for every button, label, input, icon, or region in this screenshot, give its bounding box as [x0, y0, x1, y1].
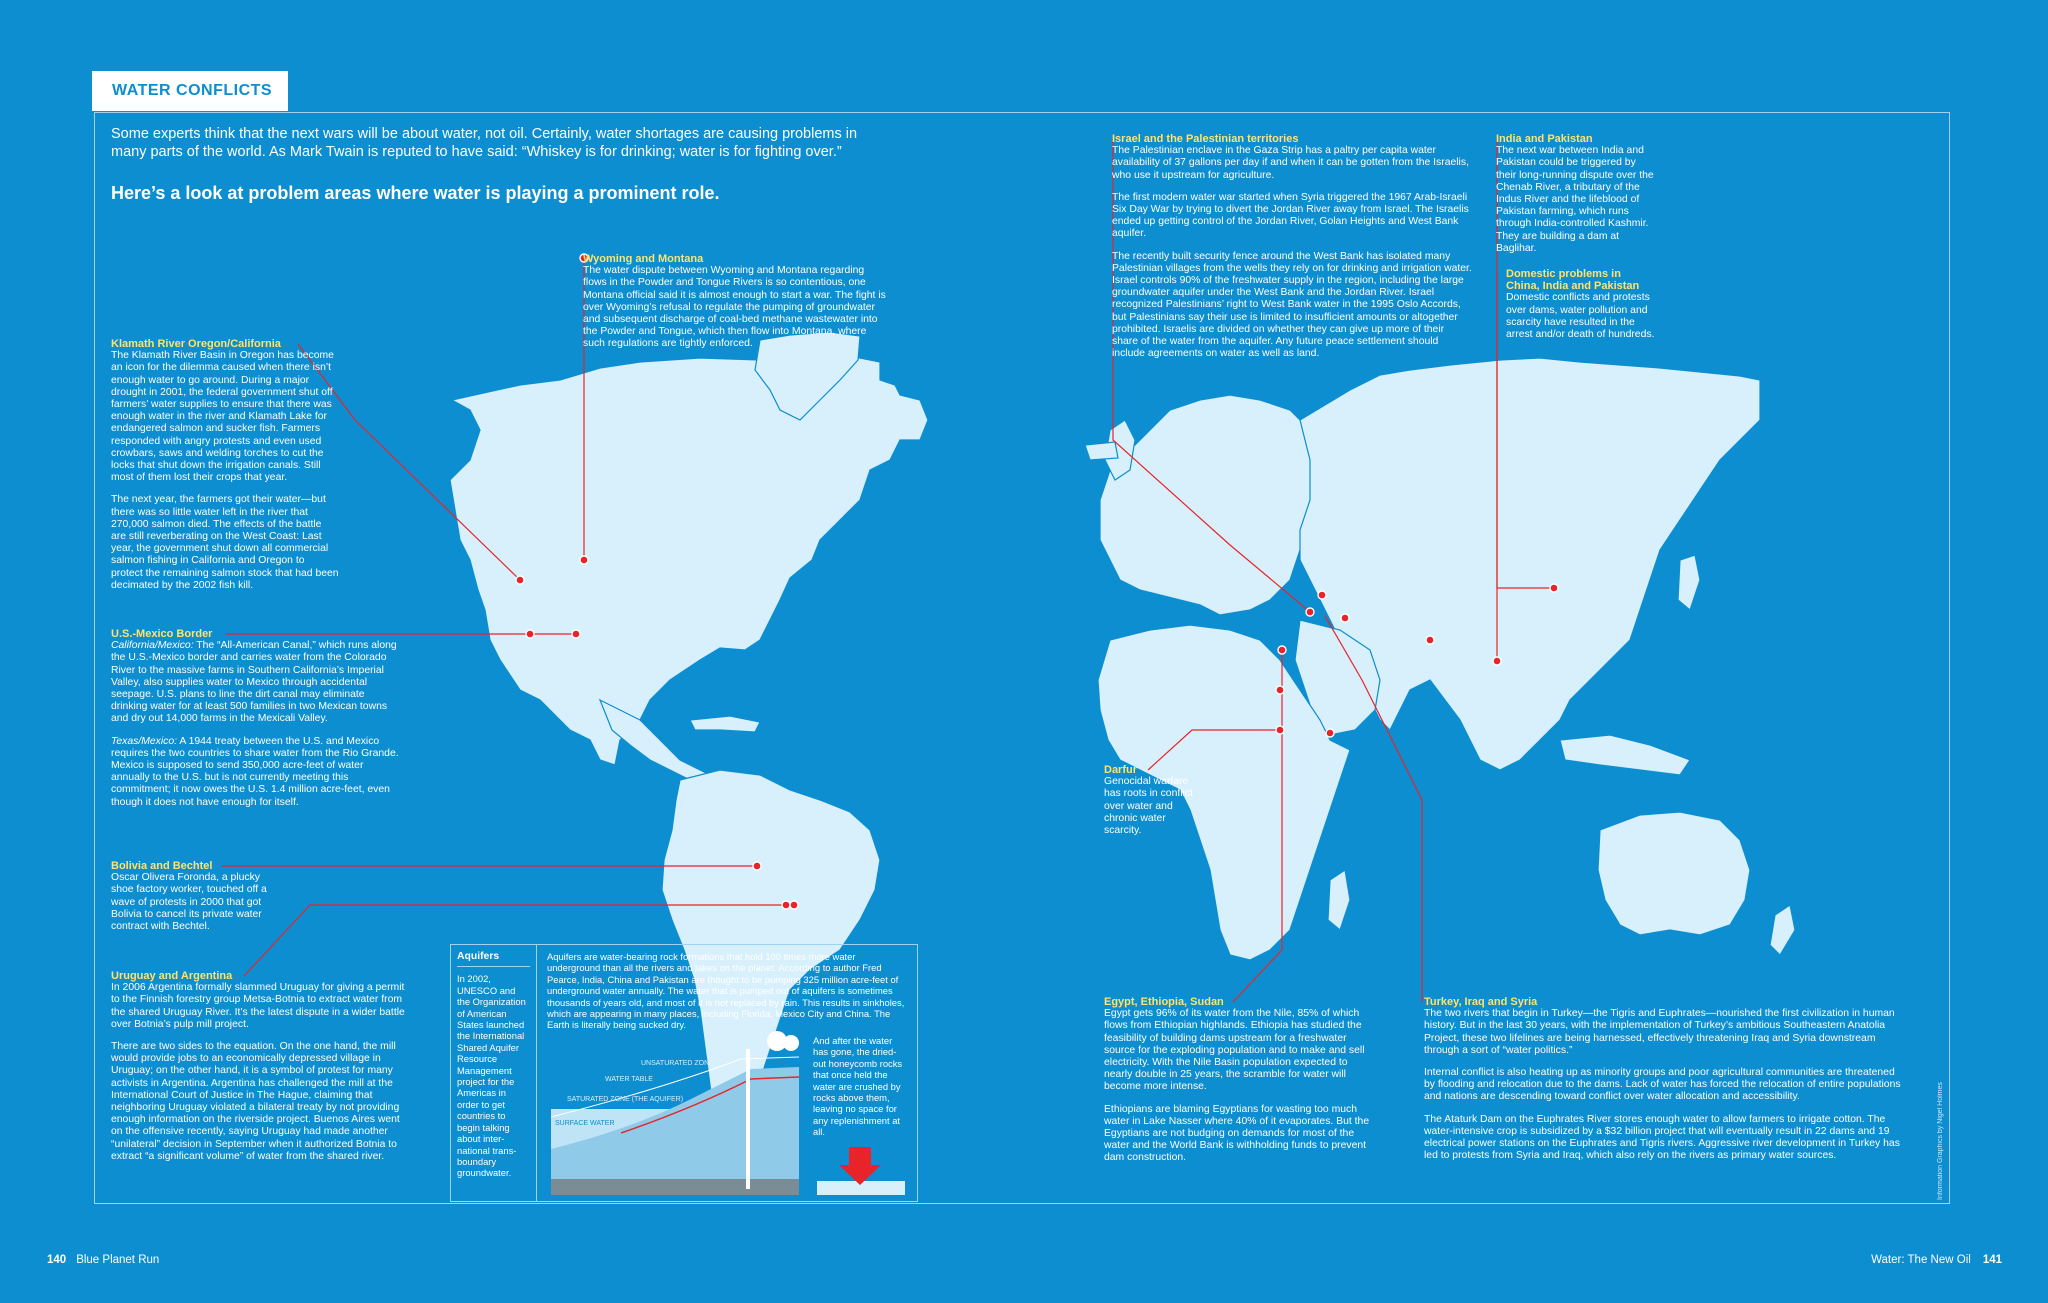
aquifers-main-text: Aquifers are water-bearing rock formations that hold 100 times more water underground than all the rivers and lakes on the planet. According to author Fred Pearce, India, China and Pakistan are thought to be pumping 325 million acre-feet of underground water annually. The water that is pumped out of aquifers is sometimes thousands of years old, and most of it is not replaced by rain. This results in sinkholes, which are appearing in many places, including Florida, Mexico City and China. The Earth is literally being sucked dry.	[547, 951, 905, 1031]
title-turkey: Turkey, Iraq and Syria	[1424, 996, 1538, 1008]
pin-usmexico-a	[526, 630, 534, 638]
pin-egypt	[1278, 646, 1286, 654]
title-klamath: Klamath River Oregon/California	[111, 338, 281, 350]
text-usmexico-2: A 1944 treaty between the U.S. and Mexico requires the two countries to share water from the Rio Grande. Mexico is supposed to send 350,000 acre-feet of water annually to the U.S. but is not currently meeting this commitment; it now owes the U.S. 1.4 million acre-feet, even though it does not have enough for itself.	[111, 735, 399, 808]
label-surface: SURFACE WATER	[555, 1120, 615, 1127]
graphics-credit: Information Graphics by Nigel Holmes	[1937, 1082, 1944, 1200]
text-uruguay-1: In 2006 Argentina formally slammed Uruguay for giving a permit to the Finnish forestry group Metsa-Botnia to extract water from the shared Uruguay River. It’s the latest dispute in a wider battle over Botnia’s pulp mill project.	[111, 982, 405, 1030]
text-india: The next war between India and Pakistan could be triggered by their long-running dispute over the Chenab River, a tributary of the Indus River and the lifeblood of Pakistan farming, which runs through India-controlled Kashmir. They are building a dam at Baglihar.	[1496, 145, 1654, 254]
pin-usmexico-b	[572, 630, 580, 638]
text-israel-2: The first modern water war started when Syria triggered the 1967 Arab-Israeli Six Day War by trying to divert the Jordan River away from Israel. The Israelis ended up getting control of the Jordan River, Golan Heights and West Bank aquifer.	[1112, 191, 1469, 240]
madagascar-shape	[1328, 870, 1350, 930]
aquifers-inset	[450, 944, 918, 1202]
text-wyoming: The water dispute between Wyoming and Montana regarding flows in the Powder and Tongue Rivers is so contentious, one Montana official said it is almost enough to start a war. The fight is over Wyoming’s refusal to regulate the pumping of groundwater and subsequent discharge of coal-bed methane wastewater into the Powder and Tongue, which then flow into Montana, where such regulations are tightly enforced.	[583, 265, 886, 350]
pin-east-africa	[1326, 729, 1334, 737]
label-unsaturated: UNSATURATED ZONE	[641, 1060, 714, 1067]
label-cal-mexico: California/Mexico:	[111, 640, 194, 652]
block-uruguay	[111, 970, 407, 1173]
block-egypt	[1104, 996, 1374, 1175]
text-uruguay-2: There are two sides to the equation. On the one hand, the mill would provide jobs to an economically depressed village in Uruguay; on the other hand, it is a symbol of protest for many activists in Argentina. Argentina has challenged the mill at the International Court of Justice in The Hague, claiming that neighboring Uruguay violated a bilateral treaty by not providing enough information on the riverside project. Buenos Aires went on the offensive recently, saying Uruguay had made another “unilateral” decision in September when it authorized Botnia to extract “a significant volume” of water from the shared river.	[111, 1041, 400, 1162]
australia-shape	[1598, 812, 1750, 935]
pin-darfur	[1276, 726, 1284, 734]
new-zealand-shape	[1770, 905, 1795, 955]
title-usmexico: U.S.-Mexico Border	[111, 628, 213, 640]
title-bolivia: Bolivia and Bechtel	[111, 860, 213, 872]
lead-heading: Here’s a look at problem areas where water is playing a prominent role.	[111, 183, 720, 203]
title-darfur: Darfur	[1104, 764, 1138, 776]
block-usmexico	[111, 628, 399, 819]
north-america-shape	[450, 356, 928, 765]
block-wyoming	[583, 253, 888, 351]
title-wyoming: Wyoming and Montana	[583, 253, 704, 265]
text-israel-3: The recently built security fence around the West Bank has isolated many Palestinian villages from the wells they rely on for drinking and irrigation water. Israel controls 90% of the freshwater supply in the region, including the large groundwater aquifer under the West Bank and the Jordan River. Israel recognized Palestinians’ right to West Bank water in the 1995 Oslo Accords, but Palestinians say their use is limited to insufficient amounts or altogether prohibited. Israelis are divided on whether they can give up more of their share of the water from the aquifer. Any future peace settlement should include agreements on water as well as land.	[1112, 250, 1472, 360]
text-israel-1: The Palestinian enclave in the Gaza Strip has a paltry per capita water availability of 37 gallons per day if and when it can be gotten from the Israelis, who use it upstream for agriculture.	[1112, 145, 1469, 181]
aquifer-diagram	[551, 1029, 799, 1195]
title-uruguay: Uruguay and Argentina	[111, 970, 233, 982]
intro-text: Some experts think that the next wars will be about water, not oil. Certainly, water shortages are causing problems in many parts of the world. As Mark Twain is reputed to have said: “Whiskey is for drinking; water is for fighting over.”	[111, 126, 858, 160]
aquifers-title: Aquifers	[457, 951, 530, 967]
block-domestic	[1506, 268, 1656, 341]
title-india: India and Pakistan	[1496, 133, 1593, 145]
pin-domestic-a	[1493, 657, 1501, 665]
footer-right-title: Water: The New Oil	[1871, 1254, 1971, 1266]
text-klamath-1: The Klamath River Basin in Oregon has become an icon for the dilemma caused when there isn’t enough water to go around. During a major drought in 2001, the federal government shut off farmers’ water supplies to ensure that there was enough water in the river and Klamath Lake for endangered salmon and sucker fish. Farmers responded with angry protests and even used crowbars, saws and welding torches to cut the locks that shut down the irrigation canals. Still most of them lost their crops that year.	[111, 350, 334, 484]
label-saturated: SATURATED ZONE (THE AQUIFER)	[567, 1096, 684, 1103]
pin-bolivia	[753, 862, 761, 870]
title-domestic: Domestic problems in China, India and Pakistan	[1506, 268, 1640, 293]
label-water-table: WATER TABLE	[605, 1076, 653, 1083]
pin-uruguay-a	[782, 901, 790, 909]
footer-left-title: Blue Planet Run	[76, 1254, 160, 1266]
se-asia-islands-shape	[1560, 735, 1690, 775]
block-klamath	[111, 338, 339, 602]
pin-klamath	[516, 576, 524, 584]
label-pump: PUMP	[727, 1064, 748, 1071]
text-turkey-2: Internal conflict is also heating up as minority groups and poor agricultural communities are threatened by flooding and relocation due to the dams. Lack of water has forced the relocation of entire populations and nations are descending toward conflict over water allocation and accessibility.	[1424, 1067, 1901, 1103]
aquifers-sidebar	[451, 945, 537, 1201]
text-darfur: Genocidal warfare has roots in conflict over water and chronic water scarcity.	[1104, 776, 1193, 837]
block-darfur	[1104, 764, 1194, 837]
text-usmexico-1: The “All-American Canal,” which runs along the U.S.-Mexico border and carries water from the Colorado River to the massive farms in Southern California’s Imperial Valley, also supplies water to Mexico through accidental seepage. U.S. plans to line the dirt canal may eliminate drinking water for at least 500 families in two Mexican towns and dry out 14,000 farms in the Mexicali Valley.	[111, 640, 397, 725]
block-india	[1496, 133, 1656, 255]
pin-middle-east-a	[1318, 591, 1326, 599]
japan-shape	[1678, 555, 1700, 610]
block-bolivia	[111, 860, 271, 933]
pin-india	[1550, 584, 1558, 592]
title-egypt: Egypt, Ethiopia, Sudan	[1104, 996, 1224, 1008]
page-number-left: 140	[47, 1254, 67, 1266]
text-turkey-3: The Ataturk Dam on the Euphrates River stores enough water to allow farmers to irrigate cotton. The water-intensive crop is subsidized by a $32 billion project that will eventually result in 22 dams and 19 electrical power stations on the Euphrates and Tigris rivers. Aggressive river development in Turkey has led to protests from Syria and Iraq, which also rely on the rivers as primary water sources.	[1424, 1113, 1900, 1162]
aquifers-side-text: In 2002, UNESCO and the Organization of American States launched the International Shared Aquifer Resource Management project for the Americas in order to get countries to begin talking about inter-national trans-boundary groundwater.	[457, 973, 526, 1179]
block-israel	[1112, 133, 1472, 370]
pin-israel	[1306, 608, 1314, 616]
label-tex-mexico: Texas/Mexico:	[111, 735, 178, 747]
page-number-right: 141	[1982, 1254, 2002, 1266]
iceland-shape	[1085, 442, 1118, 460]
footer-right	[1871, 1254, 2002, 1266]
sinking-arrow-icon	[813, 1145, 909, 1199]
pin-wyoming	[580, 556, 588, 564]
footer-left	[47, 1254, 159, 1266]
block-turkey	[1424, 996, 1902, 1172]
section-tag: WATER CONFLICTS	[92, 71, 288, 111]
pin-uruguay-b	[790, 901, 798, 909]
pin-sudan	[1276, 686, 1284, 694]
text-turkey-1: The two rivers that begin in Turkey—the Tigris and Euphrates—nourished the first civilization in human history. But in the last 30 years, with the implementation of Turkey’s ambitious Southeastern Anatolia Project, these two lifelines are being harnessed, effectively threatening Iraq and Syria downstream through a sort of “water politics.”	[1424, 1008, 1895, 1056]
text-klamath-2: The next year, the farmers got their water—but there was so little water left in the river that 270,000 salmon died. The effects of the battle are still reverberating on the West Coast: Last year, the government shut down all commercial salmon fishing in California and Oregon to protect the remaining salmon stock that had been decimated by the 2002 fish kill.	[111, 494, 339, 591]
text-egypt-2: Ethiopians are blaming Egyptians for wasting too much water in Lake Nasser where 40% of it evaporates. But the Egyptians are not budging on demands for most of the water and the World Bank is withholding funds to prevent dam construction.	[1104, 1103, 1370, 1164]
title-israel: Israel and the Palestinian territories	[1112, 133, 1299, 145]
text-domestic: Domestic conflicts and protests over dams, water pollution and scarcity have resulted in the arrest and/or death of hundreds.	[1506, 292, 1655, 341]
aquifers-note: And after the water has gone, the dried-out honeycomb rocks that once held the water are crushed by rocks above them, leaving no space for any replenishment at all.	[813, 1035, 903, 1138]
text-bolivia: Oscar Olivera Foronda, a plucky shoe factory worker, touched off a wave of protests in 2000 that got Bolivia to cancel its private water contract with Bechtel.	[111, 872, 267, 933]
europe-shape	[1100, 395, 1320, 615]
pin-middle-east-b	[1341, 614, 1349, 622]
pin-domestic-b	[1426, 636, 1434, 644]
caribbean-shape	[690, 716, 760, 732]
text-egypt-1: Egypt gets 96% of its water from the Nile, 85% of which flows from Ethiopian highlands. Ethiopia has studied the feasibility of building dams upstream for a freshwater source for the exploding population and to make and sell electricity. With the Nile Basin population expected to nearly double in 25 years, the scramble for water will become more intense.	[1104, 1008, 1365, 1093]
